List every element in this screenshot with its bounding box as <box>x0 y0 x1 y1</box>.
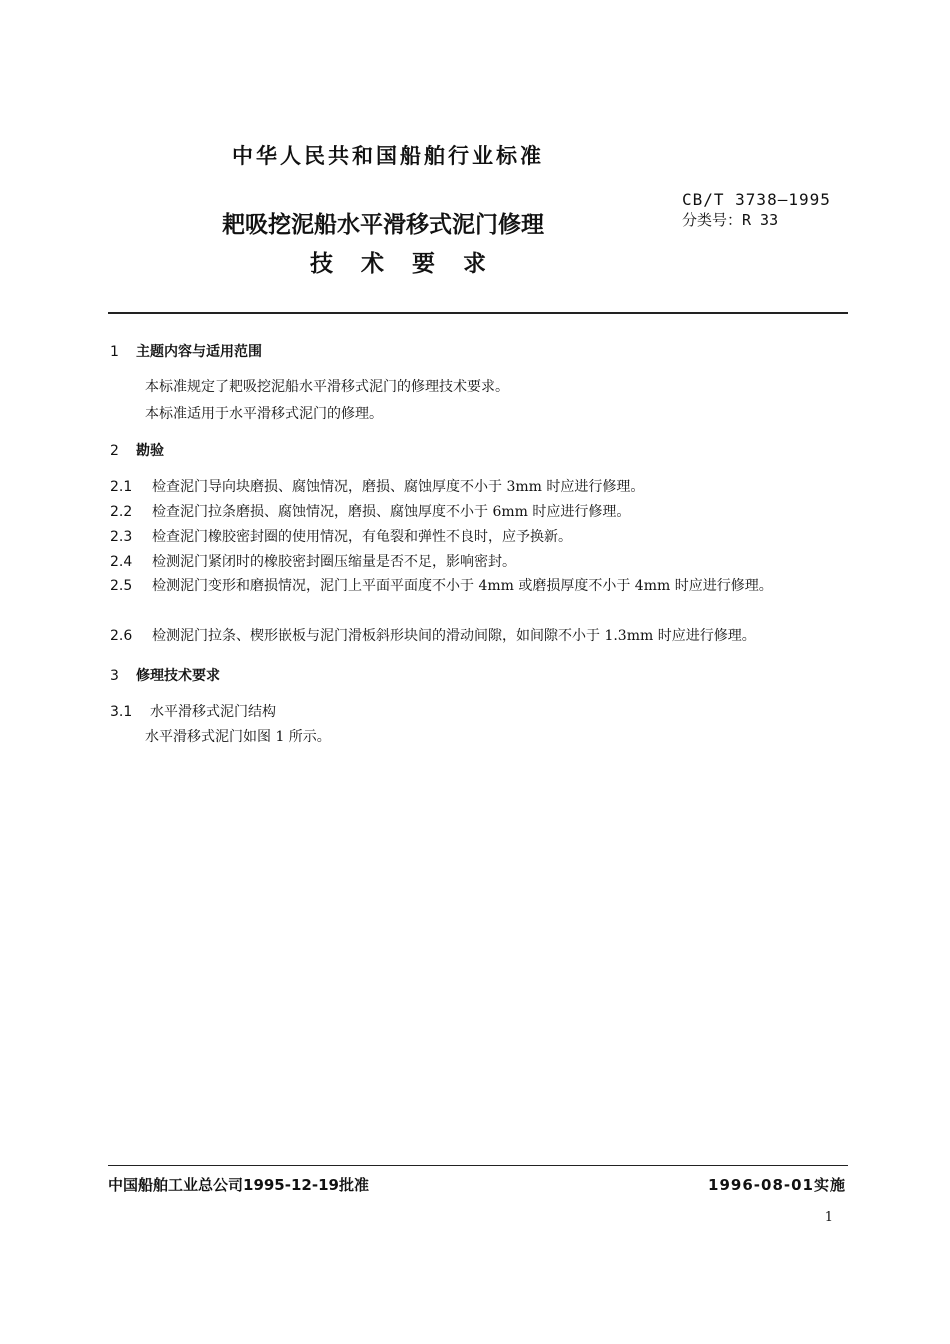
clause-2-5 <box>110 573 850 599</box>
standard-organization-heading: 中华人民共和国船舶行业标准 <box>232 144 544 168</box>
footer-divider <box>108 1165 848 1166</box>
document-title-line1: 耙吸挖泥船水平滑移式泥门修理 <box>222 212 544 238</box>
effective-date: 1996-08-01实施 <box>708 1176 846 1194</box>
classification-number: 分类号：R 33 <box>682 211 779 229</box>
clause-number: 2.6 <box>110 628 133 644</box>
clause-number: 2.3 <box>110 529 133 545</box>
header-divider <box>108 312 848 314</box>
document-title-line2: 技术要求 <box>310 251 514 277</box>
clause-number: 2.5 <box>110 578 133 594</box>
section-3-heading <box>110 665 220 685</box>
clause-2-4 <box>110 549 850 575</box>
subsection-3-1-heading <box>110 701 276 721</box>
subsection-3-1-paragraph: 水平滑移式泥门如图 1 所示。 <box>145 729 331 745</box>
section-1-number: 1 <box>110 344 119 360</box>
section-2-number: 2 <box>110 443 119 459</box>
subsection-number: 3.1 <box>110 704 133 720</box>
clause-number: 2.2 <box>110 504 133 520</box>
section-1-title: 主题内容与适用范围 <box>136 344 262 360</box>
section-1-paragraph-2: 本标准适用于水平滑移式泥门的修理。 <box>145 406 383 422</box>
clause-text: 检测泥门紧闭时的橡胶密封圈压缩量是否不足，影响密封。 <box>152 554 516 570</box>
clause-text: 检测泥门变形和磨损情况，泥门上平面平面度不小于 4mm 或磨损厚度不小于 4mm 时应进行修理。 <box>152 578 773 594</box>
clause-number: 2.1 <box>110 479 133 495</box>
standard-code: CB/T 3738—1995 <box>682 190 831 209</box>
section-3-number: 3 <box>110 668 119 684</box>
clause-2-6 <box>110 623 850 649</box>
clause-text: 检查泥门导向块磨损、腐蚀情况，磨损、腐蚀厚度不小于 3mm 时应进行修理。 <box>152 479 645 495</box>
section-1-paragraph-1: 本标准规定了耙吸挖泥船水平滑移式泥门的修理技术要求。 <box>145 379 509 395</box>
subsection-title: 水平滑移式泥门结构 <box>150 704 276 720</box>
clause-2-1 <box>110 474 850 500</box>
section-3-title: 修理技术要求 <box>136 668 220 684</box>
clause-number: 2.4 <box>110 554 133 570</box>
page-number: 1 <box>824 1210 833 1225</box>
clause-text: 检查泥门拉条磨损、腐蚀情况，磨损、腐蚀厚度不小于 6mm 时应进行修理。 <box>152 504 631 520</box>
clause-2-2 <box>110 499 850 525</box>
clause-text: 检查泥门橡胶密封圈的使用情况，有龟裂和弹性不良时，应予换新。 <box>152 529 572 545</box>
section-2-title: 勘验 <box>136 443 164 459</box>
approval-line: 中国船舶工业总公司1995-12-19批准 <box>108 1176 369 1194</box>
section-2-heading <box>110 440 164 460</box>
section-1-heading <box>110 341 262 361</box>
clause-2-3 <box>110 524 850 550</box>
clause-text: 检测泥门拉条、楔形嵌板与泥门滑板斜形块间的滑动间隙，如间隙不小于 1.3mm 时应进行修理。 <box>152 628 756 644</box>
